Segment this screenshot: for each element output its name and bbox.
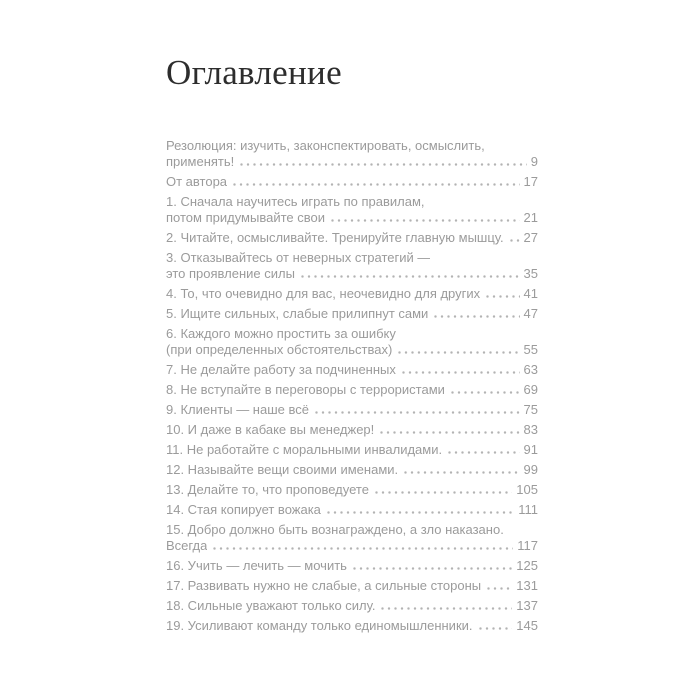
dot-leader <box>479 626 513 630</box>
toc-entry-line <box>166 266 538 282</box>
dot-leader <box>486 294 519 298</box>
toc-entry <box>166 558 538 574</box>
toc-entry <box>166 578 538 594</box>
page-number: 91 <box>523 442 538 457</box>
toc-entry <box>166 286 538 302</box>
dot-leader <box>375 490 512 494</box>
toc-entry <box>166 402 538 418</box>
toc-entry-line <box>166 250 538 266</box>
dot-leader <box>448 450 519 454</box>
toc-entry-line <box>166 618 538 634</box>
toc-entry-line <box>166 522 538 538</box>
toc-entry-label: 16. Учить — лечить — мочить <box>166 558 347 573</box>
page-number: 21 <box>523 210 538 225</box>
page-number: 105 <box>516 482 538 497</box>
toc-entry-label: 8. Не вступайте в переговоры с террористами <box>166 382 445 397</box>
toc-entry-label: 9. Клиенты — наше всё <box>166 402 309 417</box>
dot-leader <box>213 546 513 550</box>
toc-entry-label: 11. Не работайте с моральными инвалидами. <box>166 442 443 457</box>
toc-entry-line <box>166 442 538 458</box>
toc-entry-line <box>166 578 538 594</box>
toc-entry-line <box>166 422 538 438</box>
page-number: 63 <box>523 362 538 377</box>
dot-leader <box>510 238 520 242</box>
page-number: 125 <box>516 558 538 573</box>
toc-entry-line <box>166 482 538 498</box>
dot-leader <box>487 586 512 590</box>
toc-entry-label: 6. Каждого можно простить за ошибку <box>166 326 396 341</box>
toc-entry-label: Резолюция: изучить, законспектировать, осмыслить, <box>166 138 485 153</box>
toc-entry-label: 19. Усиливают команду только единомышленники. <box>166 618 473 633</box>
page-number: 75 <box>523 402 538 417</box>
page-number: 41 <box>523 286 538 301</box>
toc-entry-label: потом придумывайте свои <box>166 210 325 225</box>
toc-entry-line <box>166 382 538 398</box>
page-number: 117 <box>517 538 538 553</box>
toc-entry-line <box>166 210 538 226</box>
page-number: 111 <box>518 502 538 517</box>
page-number: 131 <box>516 578 538 593</box>
toc-entry-label: 10. И даже в кабаке вы менеджер! <box>166 422 375 437</box>
toc-entry-label: 4. То, что очевидно для вас, неочевидно для других <box>166 286 481 301</box>
dot-leader <box>331 218 520 222</box>
toc-entry <box>166 382 538 398</box>
toc-entry-label: 12. Называйте вещи своими именами. <box>166 462 399 477</box>
toc-entry-label: 15. Добро должно быть вознаграждено, а зло наказано. <box>166 522 504 537</box>
page-number: 9 <box>530 154 538 169</box>
toc-entry <box>166 522 538 554</box>
toc-entry-label: это проявление силы <box>166 266 295 281</box>
page-number: 17 <box>523 174 538 189</box>
toc-entry <box>166 174 538 190</box>
book-page <box>166 54 538 638</box>
toc-entry-label: 18. Сильные уважают только силу. <box>166 598 376 613</box>
toc-entry-label: 3. Отказывайтесь от неверных стратегий — <box>166 250 431 265</box>
toc-entry-label: (при определенных обстоятельствах) <box>166 342 393 357</box>
toc-entry-label: Всегда <box>166 538 208 553</box>
toc-entry-label: 2. Читайте, осмысливайте. Тренируйте главную мышцу. <box>166 230 504 245</box>
page-number: 27 <box>523 230 538 245</box>
toc-entry <box>166 598 538 614</box>
dot-leader <box>353 566 512 570</box>
toc-entry <box>166 138 538 170</box>
toc-entry-line <box>166 194 538 210</box>
toc-entry <box>166 194 538 226</box>
toc-entry-line <box>166 230 538 246</box>
toc-entry-label: 7. Не делайте работу за подчиненных <box>166 362 396 377</box>
toc-entry-line <box>166 306 538 322</box>
toc-entry-line <box>166 538 538 554</box>
toc-entry-label: применять! <box>166 154 235 169</box>
page-title: Оглавление <box>166 53 342 92</box>
dot-leader <box>434 314 519 318</box>
toc-entry <box>166 482 538 498</box>
toc-entry-line <box>166 174 538 190</box>
toc-entry <box>166 250 538 282</box>
toc-entry-line <box>166 462 538 478</box>
dot-leader <box>404 470 519 474</box>
page-number: 145 <box>516 618 538 633</box>
toc-entry <box>166 442 538 458</box>
toc-entry-line <box>166 402 538 418</box>
page-number: 83 <box>523 422 538 437</box>
toc-entry-line <box>166 154 538 170</box>
toc-entry-label: 13. Делайте то, что проповедуете <box>166 482 369 497</box>
dot-leader <box>233 182 520 186</box>
dot-leader <box>315 410 520 414</box>
toc-entry-label: 5. Ищите сильных, слабые прилипнут сами <box>166 306 429 321</box>
toc-entry <box>166 326 538 358</box>
page-number: 47 <box>523 306 538 321</box>
toc-entry-label: От автора <box>166 174 228 189</box>
toc-entry <box>166 462 538 478</box>
toc-entry <box>166 502 538 518</box>
toc-entry-line <box>166 502 538 518</box>
toc-list <box>166 138 538 634</box>
page-number: 99 <box>523 462 538 477</box>
toc-entry-line <box>166 362 538 378</box>
toc-entry-line <box>166 326 538 342</box>
page-number: 35 <box>523 266 538 281</box>
toc-entry <box>166 618 538 634</box>
dot-leader <box>240 162 527 166</box>
page-number: 137 <box>516 598 538 613</box>
toc-entry <box>166 362 538 378</box>
toc-entry-line <box>166 558 538 574</box>
toc-entry-line <box>166 286 538 302</box>
toc-entry-line <box>166 598 538 614</box>
toc-entry-label: 17. Развивать нужно не слабые, а сильные стороны <box>166 578 482 593</box>
toc-entry-line <box>166 342 538 358</box>
dot-leader <box>402 370 520 374</box>
toc-entry-line <box>166 138 538 154</box>
page-number: 69 <box>523 382 538 397</box>
dot-leader <box>327 510 514 514</box>
dot-leader <box>380 430 519 434</box>
dot-leader <box>381 606 512 610</box>
toc-entry-label: 14. Стая копирует вожака <box>166 502 321 517</box>
dot-leader <box>398 350 519 354</box>
toc-entry <box>166 306 538 322</box>
toc-entry <box>166 422 538 438</box>
page-number: 55 <box>523 342 538 357</box>
toc-entry <box>166 230 538 246</box>
toc-entry-label: 1. Сначала научитесь играть по правилам, <box>166 194 425 209</box>
dot-leader <box>451 390 520 394</box>
dot-leader <box>301 274 520 278</box>
